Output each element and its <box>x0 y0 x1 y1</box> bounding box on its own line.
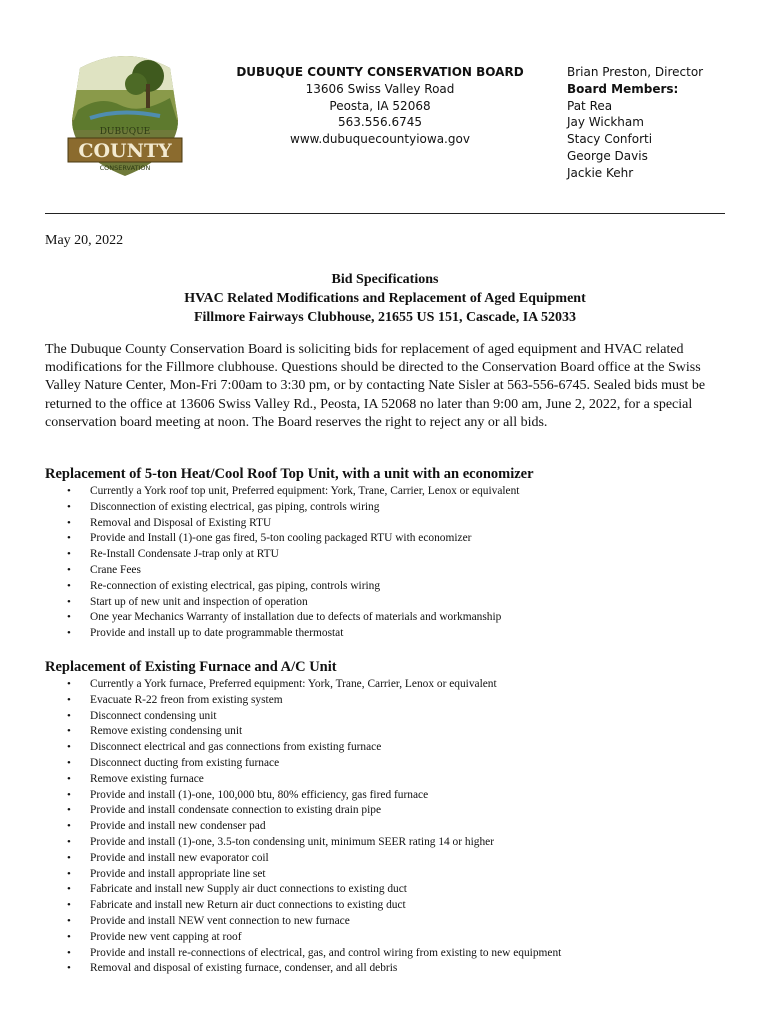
list-item: • Provide and install (1)-one, 100,000 btu, 80% efficiency, gas fired furnace <box>45 788 735 804</box>
list-item: • Disconnect ducting from existing furnace <box>45 756 735 772</box>
list-item: • Remove existing condensing unit <box>45 724 735 740</box>
board-list <box>567 64 757 182</box>
list-item: • Provide and install up to date programmable thermostat <box>45 626 735 642</box>
list-item: • Evacuate R-22 freon from existing system <box>45 693 735 709</box>
address-line-2: Peosta, IA 52068 <box>329 98 431 113</box>
logo-bottom-text: CONSERVATION <box>99 164 151 172</box>
organization-name: DUBUQUE COUNTY CONSERVATION BOARD <box>236 65 524 79</box>
dubuque-county-conservation-logo <box>60 50 190 180</box>
list-item: • Provide and Install (1)-one gas fired, 5-ton cooling packaged RTU with economizer <box>45 531 735 547</box>
list-item: • Provide and install new evaporator coil <box>45 851 735 867</box>
board-member: George Davis <box>567 148 648 163</box>
section-heading: Replacement of Existing Furnace and A/C Unit <box>45 659 337 675</box>
list-item: • Provide and install condensate connection to existing drain pipe <box>45 803 735 819</box>
list-item: • Currently a York roof top unit, Preferred equipment: York, Trane, Carrier, Lenox or equivalent <box>45 484 735 500</box>
list-item: • Provide and install NEW vent connection to new furnace <box>45 914 735 930</box>
list-item: • Re-Install Condensate J-trap only at RTU <box>45 547 735 563</box>
logo-main-text: COUNTY <box>78 140 172 162</box>
website: www.dubuquecountyiowa.gov <box>290 132 470 147</box>
board-members-label: Board Members: <box>567 81 679 96</box>
section-rooftop-unit <box>45 466 735 642</box>
list-item: • Currently a York furnace, Preferred equipment: York, Trane, Carrier, Lenox or equivalent <box>45 677 735 693</box>
list-item: • Removal and Disposal of Existing RTU <box>45 516 735 532</box>
board-member: Jay Wickham <box>567 115 644 130</box>
document-title <box>45 270 725 327</box>
list-item: • Disconnection of existing electrical, gas piping, controls wiring <box>45 500 735 516</box>
list-item: • Provide and install appropriate line set <box>45 867 735 883</box>
board-member: Pat Rea <box>567 98 613 113</box>
list-item: • Provide and install (1)-one, 3.5-ton condensing unit, minimum SEER rating 14 or higher <box>45 835 735 851</box>
list-item: • Provide and install re-connections of electrical, gas, and control wiring from existing to new equipment <box>45 946 735 962</box>
list-item: • Start up of new unit and inspection of operation <box>45 595 735 611</box>
list-item: • Provide new vent capping at roof <box>45 930 735 946</box>
list-item: • Provide and install new condenser pad <box>45 819 735 835</box>
section-furnace-ac <box>45 659 735 977</box>
list-item: • Removal and disposal of existing furnace, condenser, and all debris <box>45 961 735 977</box>
list-item: • Disconnect condensing unit <box>45 709 735 725</box>
list-item: • Re-connection of existing electrical, gas piping, controls wiring <box>45 579 735 595</box>
title-line-1: Bid Specifications <box>331 272 439 287</box>
board-member: Stacy Conforti <box>567 132 653 147</box>
bullet-list <box>45 677 735 977</box>
list-item: • Crane Fees <box>45 563 735 579</box>
title-line-2: HVAC Related Modifications and Replacement of Aged Equipment <box>184 291 586 306</box>
section-heading: Replacement of 5-ton Heat/Cool Roof Top Unit, with a unit with an economizer <box>45 466 534 482</box>
address-line-1: 13606 Swiss Valley Road <box>305 81 455 96</box>
document-date: May 20, 2022 <box>45 233 124 248</box>
list-item: • Disconnect electrical and gas connections from existing furnace <box>45 740 735 756</box>
phone-number: 563.556.6745 <box>338 115 422 130</box>
director-name: Brian Preston, Director <box>567 65 704 79</box>
title-line-3: Fillmore Fairways Clubhouse, 21655 US 151, Cascade, IA 52033 <box>193 310 577 325</box>
intro-paragraph: The Dubuque County Conservation Board is soliciting bids for replacement of aged equipment and HVAC related modifications for the Fillmore clubhouse. Questions should be directed to the Conservation Board office at the Swiss Valley Nature Center, Mon-Fri 7:00am to 3:30 pm, or by contacting Nate Sisler at 563-556-6745. Sealed bids must be returned to the office at 13606 Swiss Valley Rd., Peosta, IA 52068 no later than 9:00 am, June 2, 2022, for a special conservation board meeting at noon. The Board reserves the right to reject any or all bids. <box>45 342 706 430</box>
list-item: • Fabricate and install new Return air duct connections to existing duct <box>45 898 735 914</box>
bullet-list <box>45 484 735 642</box>
logo-top-text: DUBUQUE <box>99 127 151 137</box>
organization-address <box>230 64 530 148</box>
list-item: • Remove existing furnace <box>45 772 735 788</box>
board-member: Jackie Kehr <box>567 165 634 180</box>
list-item: • Fabricate and install new Supply air duct connections to existing duct <box>45 882 735 898</box>
list-item: • One year Mechanics Warranty of installation due to defects of materials and workmanship <box>45 610 735 626</box>
header-divider <box>45 213 725 214</box>
